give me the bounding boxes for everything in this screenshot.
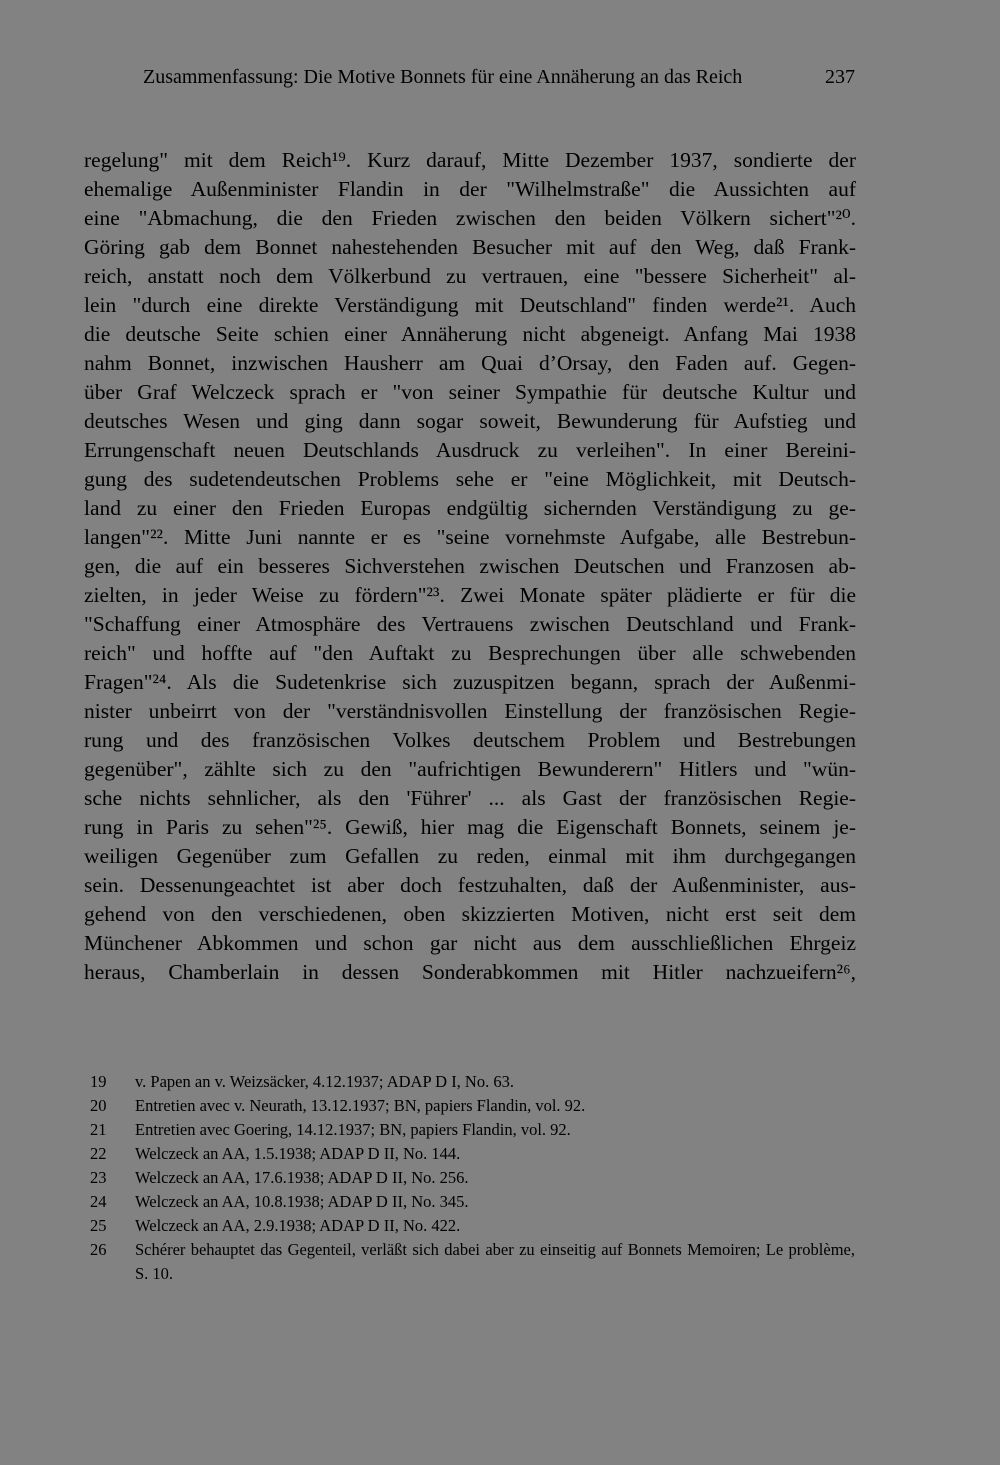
footnote [90, 1118, 860, 1142]
text-line: lein "durch eine direkte Verständigung mit Deutschland" finden werde²¹. Auch [84, 293, 856, 317]
footnote-text: Welczeck an AA, 10.8.1938; ADAP D II, No. 345. [135, 1192, 469, 1211]
footnote-text: Schérer behauptet das Gegenteil, verläßt sich dabei aber zu einseitig auf Bonnets Memoiren; Le problème, S. 10. [135, 1240, 855, 1283]
text-line: über Graf Welczeck sprach er "von seiner Sympathie für deutsche Kultur und [84, 380, 856, 404]
body-text [84, 146, 856, 987]
text-line: reich, anstatt noch dem Völkerbund zu vertrauen, eine "bessere Sicherheit" al- [84, 264, 856, 288]
text-line: heraus, Chamberlain in dessen Sonderabkommen mit Hitler nachzueifern²⁶, [84, 960, 856, 984]
text-line: Göring gab dem Bonnet nahestehenden Besucher mit auf den Weg, daß Frank- [84, 235, 856, 259]
footnote-text: Welczeck an AA, 2.9.1938; ADAP D II, No. 422. [135, 1216, 461, 1235]
footnote [90, 1190, 860, 1214]
footnote [90, 1142, 860, 1166]
text-line: Fragen"²⁴. Als die Sudetenkrise sich zuzuspitzen begann, sprach der Außenmi- [84, 670, 856, 694]
footnote-number: 26 [90, 1240, 107, 1259]
running-title: Zusammenfassung: Die Motive Bonnets für eine Annäherung an das Reich [143, 66, 743, 88]
text-line: die deutsche Seite schien einer Annäherung nicht abgeneigt. Anfang Mai 1938 [84, 322, 856, 346]
text-line: eine "Abmachung, die den Frieden zwischen den beiden Völkern sichert"²⁰. [84, 206, 856, 230]
text-line: reich" und hoffte auf "den Auftakt zu Besprechungen über alle schwebenden [84, 641, 856, 665]
footnote-number: 23 [90, 1168, 107, 1187]
footnote [90, 1070, 860, 1094]
text-line: zielten, in jeder Weise zu fördern"²³. Zwei Monate später plädierte er für die [84, 583, 856, 607]
text-line: langen"²². Mitte Juni nannte er es "seine vornehmste Aufgabe, alle Bestrebun- [84, 525, 856, 549]
text-line: deutsches Wesen und ging dann sogar soweit, Bewunderung für Aufstieg und [84, 409, 856, 433]
text-line: rung und des französischen Volkes deutschem Problem und Bestrebungen [84, 728, 856, 752]
text-line: gegenüber", zählte sich zu den "aufrichtigen Bewunderern" Hitlers und "wün- [84, 757, 856, 781]
footnote-number: 24 [90, 1192, 107, 1211]
text-line: gen, die auf ein besseres Sichverstehen zwischen Deutschen und Franzosen ab- [84, 554, 856, 578]
footnote [90, 1214, 860, 1238]
text-line: Münchener Abkommen und schon gar nicht aus dem ausschließlichen Ehrgeiz [84, 931, 856, 955]
text-line: "Schaffung einer Atmosphäre des Vertrauens zwischen Deutschland und Frank- [84, 612, 856, 636]
text-line: gehend von den verschiedenen, oben skizzierten Motiven, nicht erst seit dem [84, 902, 856, 926]
footnote [90, 1238, 860, 1286]
text-line: land zu einer den Frieden Europas endgültig sichernden Verständigung zu ge- [84, 496, 856, 520]
footnote-number: 21 [90, 1120, 107, 1139]
text-line: nister unbeirrt von der "verständnisvollen Einstellung der französischen Regie- [84, 699, 856, 723]
footnote-number: 25 [90, 1216, 107, 1235]
footnote-text: Welczeck an AA, 17.6.1938; ADAP D II, No. 256. [135, 1168, 469, 1187]
footnote-number: 22 [90, 1144, 107, 1163]
footnote-text: Welczeck an AA, 1.5.1938; ADAP D II, No. 144. [135, 1144, 461, 1163]
page-number: 237 [825, 66, 855, 88]
text-line: ehemalige Außenminister Flandin in der "Wilhelmstraße" die Aussichten auf [84, 177, 856, 201]
text-line: Errungenschaft neuen Deutschlands Ausdruck zu verleihen". In einer Bereini- [84, 438, 856, 462]
footnote-text: Entretien avec Goering, 14.12.1937; BN, papiers Flandin, vol. 92. [135, 1120, 571, 1139]
text-line: sche nichts sehnlicher, als den 'Führer' ... als Gast der französischen Regie- [84, 786, 856, 810]
text-line: sein. Dessenungeachtet ist aber doch festzuhalten, daß der Außenminister, aus- [84, 873, 856, 897]
footnote-text: Entretien avec v. Neurath, 13.12.1937; BN, papiers Flandin, vol. 92. [135, 1096, 586, 1115]
text-line: regelung" mit dem Reich¹⁹. Kurz darauf, Mitte Dezember 1937, sondierte der [84, 148, 856, 172]
running-header [143, 62, 855, 92]
text-line: gung des sudetendeutschen Problems sehe er "eine Möglichkeit, mit Deutsch- [84, 467, 856, 491]
footnote [90, 1166, 860, 1190]
footnotes [90, 1070, 860, 1286]
text-line: rung in Paris zu sehen"²⁵. Gewiß, hier mag die Eigenschaft Bonnets, seinem je- [84, 815, 856, 839]
text-line: weiligen Gegenüber zum Gefallen zu reden, einmal mit ihm durchgegangen [84, 844, 856, 868]
footnote-text: v. Papen an v. Weizsäcker, 4.12.1937; ADAP D I, No. 63. [135, 1072, 514, 1091]
footnote-number: 19 [90, 1072, 107, 1091]
footnote [90, 1094, 860, 1118]
footnote-number: 20 [90, 1096, 107, 1115]
text-line: nahm Bonnet, inzwischen Hausherr am Quai d’Orsay, den Faden auf. Gegen- [84, 351, 856, 375]
